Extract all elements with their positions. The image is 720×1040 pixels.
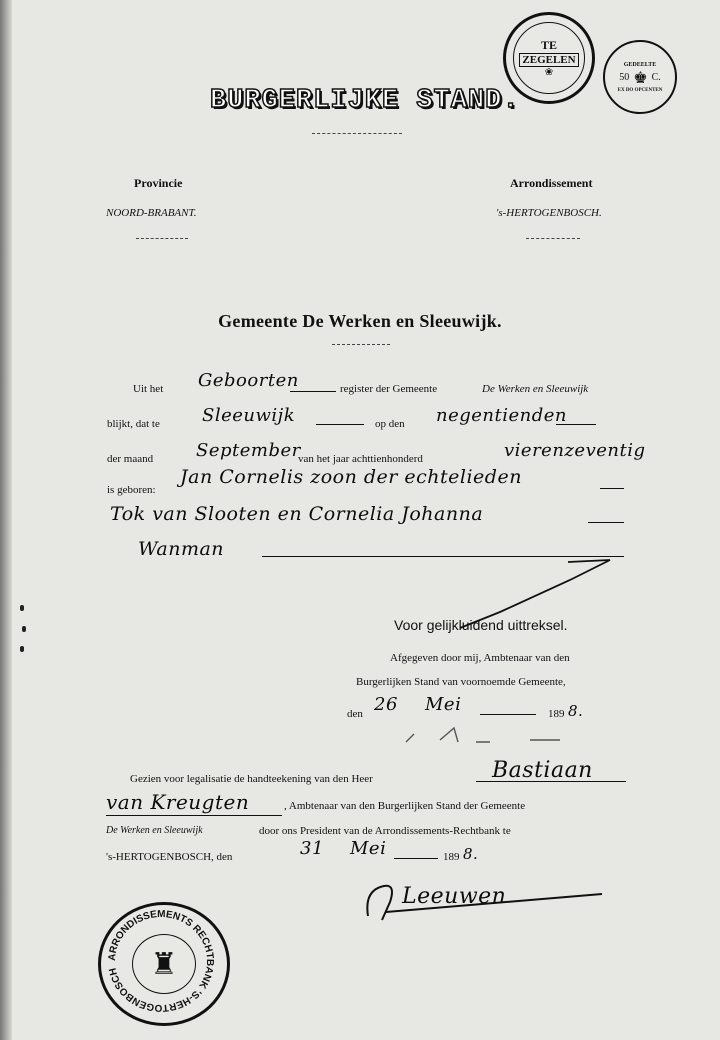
van-het-jaar-text: van het jaar achttienhonderd	[298, 453, 423, 465]
fill-line	[600, 488, 624, 489]
legalisation-year-suffix: 8.	[463, 845, 479, 863]
fill-line	[290, 391, 336, 392]
certification-heading: Voor gelijkluidend uittreksel.	[394, 617, 568, 633]
document-title: BURGERLIJKE STAND.	[210, 86, 520, 116]
legalisation-gemeente: De Werken en Sleeuwijk	[106, 825, 203, 836]
certification-den: den	[347, 708, 363, 720]
signature-text: Leeuwen	[402, 884, 507, 909]
register-type: Geboorten	[198, 370, 299, 391]
province-label: Provincie	[134, 176, 183, 190]
child-and-parents-line2: Tok van Slooten en Cornelia Johanna	[110, 503, 484, 525]
faded-signature	[400, 724, 580, 748]
birth-year: vierenzeventig	[504, 440, 646, 461]
binder-hole	[20, 605, 24, 611]
province-divider	[136, 238, 188, 239]
fill-line	[588, 522, 624, 523]
fill-line	[316, 424, 364, 425]
president-signature	[362, 876, 507, 909]
te-zegelen-stamp: TE ZEGELEN ❀	[503, 12, 595, 104]
province-value: NOORD-BRABANT.	[106, 207, 197, 219]
birth-place: Sleeuwijk	[202, 405, 296, 426]
register-gemeente: De Werken en Sleeuwijk	[482, 383, 589, 395]
municipality-heading: Gemeente De Werken en Sleeuwijk.	[218, 311, 502, 331]
fill-line	[556, 424, 596, 425]
fill-line	[106, 815, 282, 816]
birth-day: negentienden	[436, 405, 568, 426]
legalisation-year-prefix: 189	[443, 851, 460, 863]
stamp-text-zegelen: ZEGELEN	[519, 53, 578, 67]
fill-line	[394, 858, 438, 859]
tax-stamp-amount: 50	[619, 72, 630, 83]
fill-line	[476, 781, 626, 782]
op-den-text: op den	[375, 418, 405, 430]
binder-hole	[20, 646, 24, 652]
official-last-name: van Kreugten	[106, 790, 250, 814]
legalisation-city: 's-HERTOGENBOSCH, den	[106, 851, 233, 863]
legalisation-day: 31	[300, 838, 324, 859]
stamp-text-te: TE	[540, 38, 557, 52]
scan-edge	[0, 0, 12, 1040]
certification-text2: Burgerlijken Stand van voornoemde Gemeente,	[356, 676, 566, 688]
court-seal	[98, 902, 230, 1026]
tax-stamp-top: GEDEELTE	[623, 61, 657, 68]
certification-year-prefix: 189	[548, 708, 565, 720]
court-seal-ring-text: ARRONDISSEMENTS RECHTBANK 'S-HERTOGENBOSCH	[106, 908, 216, 1014]
official-first-name: Bastiaan	[492, 758, 593, 783]
legalisation-text1: Gezien voor legalisatie de handteekening van den Heer	[130, 773, 373, 785]
crown-icon: ♚	[633, 69, 648, 87]
legalisation-month: Mei	[350, 838, 387, 859]
district-value: 's-HERTOGENBOSCH.	[496, 207, 602, 219]
court-seal-ring	[98, 902, 224, 1020]
lion-crest-icon: ♜	[150, 947, 178, 981]
der-maand-text: der maand	[107, 453, 154, 465]
svg-text:ARRONDISSEMENTS RECHTBANK 'S-H	[107, 909, 215, 1013]
tax-stamp-bottom: EX DO OPCENTEN	[617, 87, 663, 93]
uit-het-text: Uit het	[133, 383, 164, 395]
title-divider	[312, 133, 402, 134]
legalisation-text3: door ons President van de Arrondissements-Rechtbank te	[259, 825, 511, 837]
child-and-parents-line3: Wanman	[138, 538, 225, 560]
legalisation-text2: , Ambtenaar van den Burgerlijken Stand der Gemeente	[284, 800, 526, 812]
birth-month: September	[196, 440, 301, 461]
district-divider	[526, 238, 580, 239]
tax-stamp-unit: C.	[651, 72, 661, 83]
child-and-parents-line1: Jan Cornelis zoon der echtelieden	[180, 466, 522, 488]
tax-stamp	[603, 40, 677, 114]
certification-year-suffix: 8.	[568, 702, 584, 720]
certification-text1: Afgegeven door mij, Ambtenaar van den	[390, 652, 570, 664]
blijkt-text: blijkt, dat te	[107, 418, 160, 430]
municipality-divider	[332, 344, 390, 345]
fill-line	[480, 714, 536, 715]
register-text: register der Gemeente	[340, 383, 438, 395]
district-label: Arrondissement	[510, 176, 593, 190]
binder-hole	[22, 626, 26, 632]
certification-day: 26	[374, 694, 398, 715]
certification-month: Mei	[425, 694, 462, 715]
is-geboren-text: is geboren:	[107, 484, 156, 496]
